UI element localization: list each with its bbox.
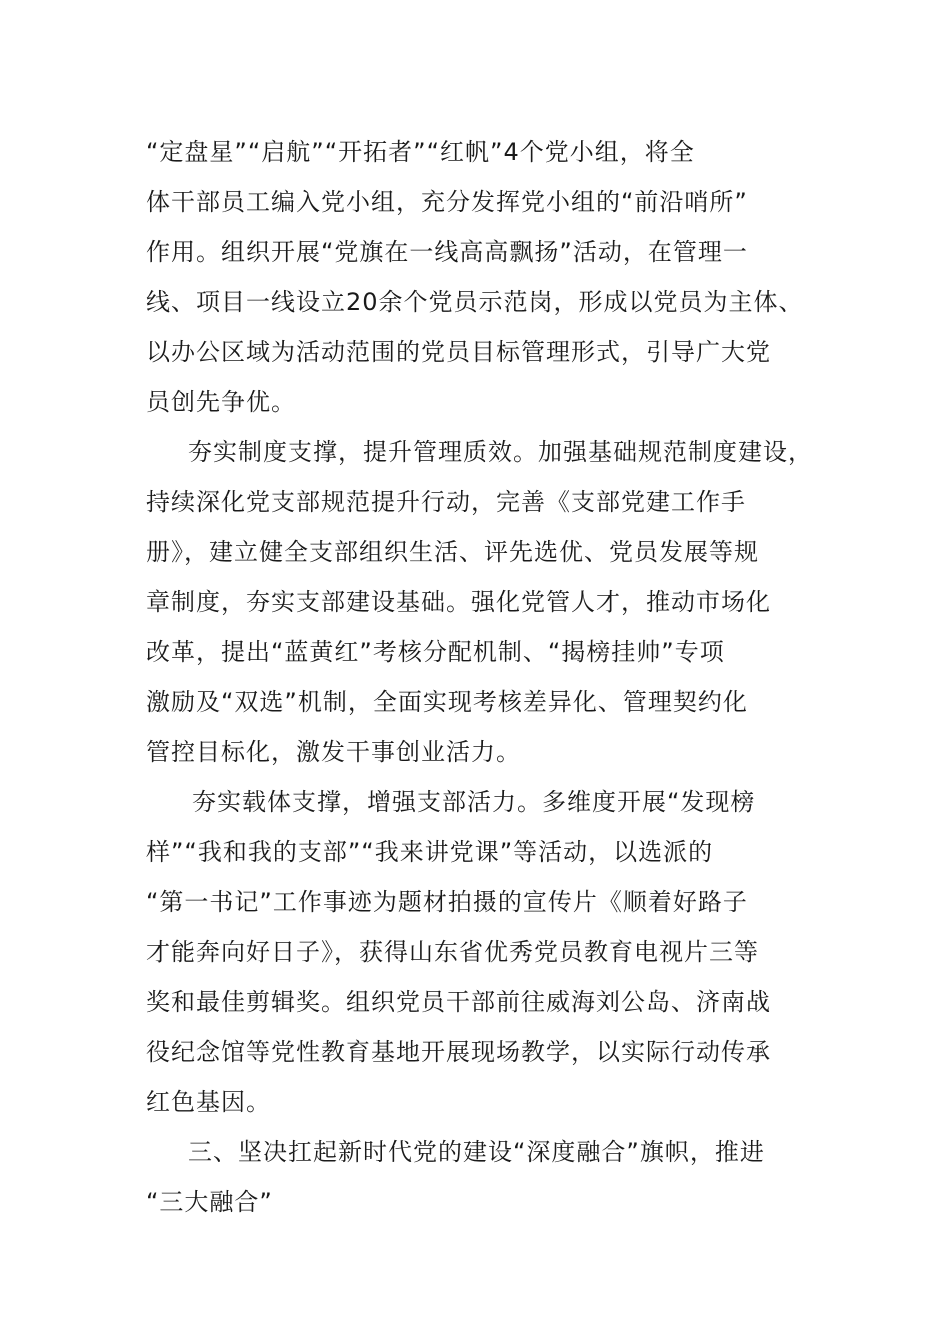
- text-line: 线、项目一线设立20余个党员示范岗，形成以党员为主体、: [146, 288, 804, 316]
- text-line: 才能奔向好日子》，获得山东省优秀党员教育电视片三等: [146, 938, 759, 966]
- paragraph-lead-line: 夯实载体支撑，增强支部活力。多维度开展“发现榜: [192, 788, 756, 816]
- text-line: 体干部员工编入党小组，充分发挥党小组的“前沿哨所”: [146, 188, 748, 216]
- section-heading-line: 三、坚决扛起新时代党的建设“深度融合”旗帜，推进: [188, 1138, 765, 1166]
- text-line: 改革，提出“蓝黄红”考核分配机制、“揭榜挂帅”专项: [146, 638, 725, 666]
- text-line: 管控目标化，激发干事创业活力。: [146, 738, 521, 766]
- text-line: 红色基因。: [146, 1088, 271, 1116]
- text-line: 役纪念馆等党性教育基地开展现场教学，以实际行动传承: [146, 1038, 771, 1066]
- text-line: 持续深化党支部规范提升行动，完善《支部党建工作手: [146, 488, 746, 516]
- text-line: 样”“我和我的支部”“我来讲党课”等活动，以选派的: [146, 838, 714, 866]
- text-line: 奖和最佳剪辑奖。组织党员干部前往威海刘公岛、济南战: [146, 988, 771, 1016]
- text-line: 章制度，夯实支部建设基础。强化党管人才，推动市场化: [146, 588, 771, 616]
- text-line: “定盘星”“启航”“开拓者”“红帆”4个党小组，将全: [146, 138, 695, 166]
- text-line: 作用。组织开展“党旗在一线高高飘扬”活动，在管理一: [146, 238, 748, 266]
- text-line: 以办公区域为活动范围的党员目标管理形式，引导广大党: [146, 338, 771, 366]
- text-line: 册》，建立健全支部组织生活、评先选优、党员发展等规: [146, 538, 759, 566]
- text-line: 激励及“双选”机制，全面实现考核差异化、管理契约化: [146, 688, 748, 716]
- section-heading-line: “三大融合”: [146, 1188, 273, 1216]
- text-line: 员创先争优。: [146, 388, 296, 416]
- text-line: “第一书记”工作事迹为题材拍摄的宣传片《顺着好路子: [146, 888, 748, 916]
- paragraph-lead-line: 夯实制度支撑，提升管理质效。加强基础规范制度建设，: [188, 438, 813, 466]
